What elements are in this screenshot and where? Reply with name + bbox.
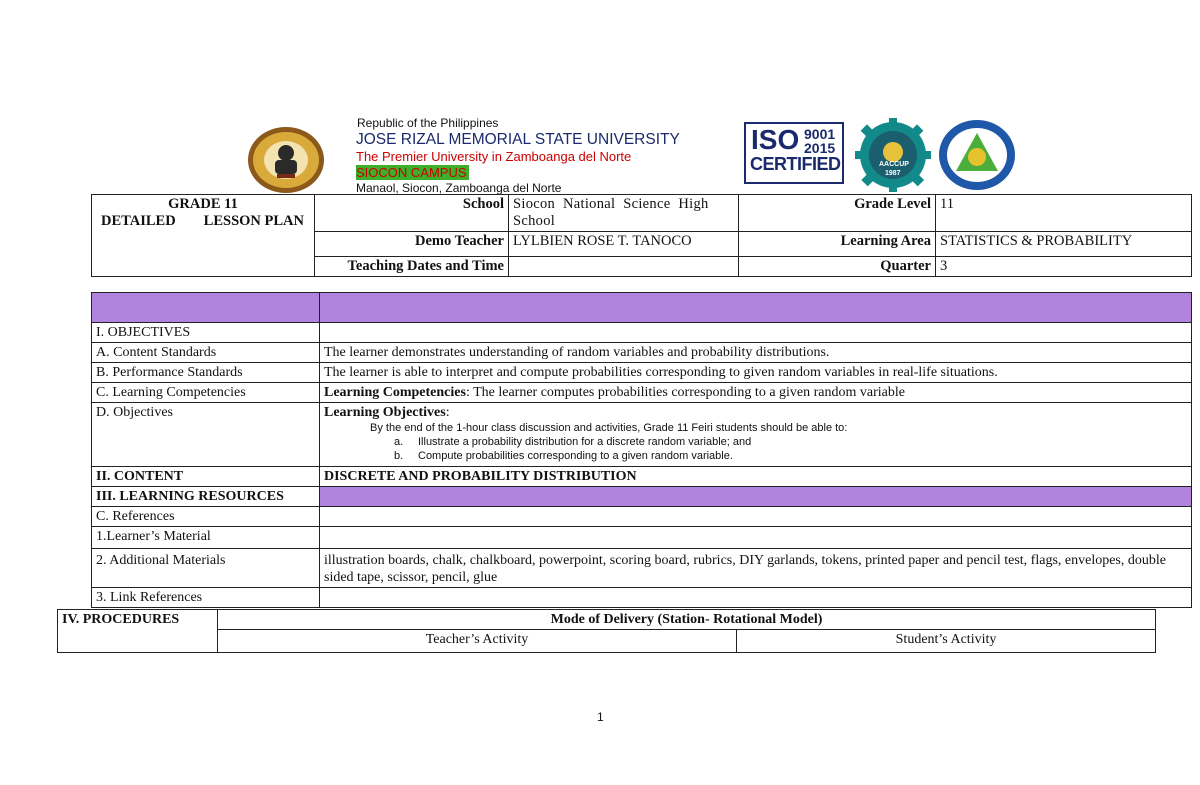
aaccup-year: 1987 [885,170,901,177]
content-label: II. CONTENT [92,467,320,487]
objectives-label: D. Objectives [92,403,320,467]
school-label: School [315,195,509,232]
learners-material-label: 1.Learner’s Material [92,527,320,549]
teacher-activity-header: Teacher’s Activity [218,630,737,653]
plan-word-2: LESSON PLAN [203,213,304,229]
plan-title [96,213,310,230]
objective-item [324,435,1187,449]
iso-certified-logo [744,122,844,184]
lesson-plan-table [91,292,1192,608]
university-name: JOSE RIZAL MEMORIAL STATE UNIVERSITY [356,131,680,148]
grade-title: GRADE 11 [168,196,238,212]
college-of-education-logo [938,119,1016,191]
iso-year-2: 2015 [804,140,836,156]
learners-material-value [320,527,1192,549]
iso-certified-text: CERTIFIED [750,154,841,174]
competencies-cell [320,383,1192,403]
references-value [320,507,1192,527]
procedures-label: IV. PROCEDURES [58,610,218,653]
objective-marker: b. [394,450,404,462]
objectives-colon: : [445,405,450,420]
link-references-value [320,588,1192,608]
mode-of-delivery: Mode of Delivery (Station- Rotational Model) [218,610,1156,630]
demo-teacher-label: Demo Teacher [315,232,509,257]
objectives-intro: By the end of the 1-hour class discussion and activities, Grade 11 Feiri students should be able to: [370,422,848,434]
competencies-value: : The learner computes probabilities corresponding to a given random variable [465,385,905,400]
dates-label: Teaching Dates and Time [315,257,509,277]
plan-word-1: DETAILED [101,213,176,229]
competencies-bold: Learning Competencies [324,385,466,400]
performance-standards-label: B. Performance Standards [92,363,320,383]
content-standards-value: The learner demonstrates understanding of random variables and probability distributions. [320,343,1192,363]
quarter-value: 3 [936,257,1192,277]
learning-area-label: Learning Area [739,232,936,257]
procedures-table [57,609,1156,653]
university-address: Manaol, Siocon, Zamboanga del Norte [356,181,562,195]
republic-text: Republic of the Philippines [357,116,499,130]
lesson-title-cell [92,195,315,277]
page-number: 1 [597,710,604,724]
objectives-heading-blank [320,323,1192,343]
lesson-info-table [91,194,1192,277]
objectives-cell [320,403,1192,467]
campus-name: SIOCON CAMPUS [356,165,467,180]
quarter-label: Quarter [739,257,936,277]
resources-band [320,487,1192,507]
dates-value [509,257,739,277]
student-activity-header: Student’s Activity [737,630,1156,653]
objectives-heading: I. OBJECTIVES [92,323,320,343]
school-value: Siocon National Science High School [509,195,739,232]
aaccup-text: AACCUP [879,161,909,168]
learning-area-value: STATISTICS & PROBABILITY [936,232,1192,257]
objectives-bold: Learning Objectives [324,405,446,420]
aaccup-gear-logo [855,118,931,192]
objective-text: Illustrate a probability distribution for a discrete random variable; and [418,436,752,448]
university-tagline: The Premier University in Zamboanga del Norte [356,149,632,164]
objective-text: Compute probabilities corresponding to a given random variable. [418,450,733,462]
iso-year-1: 9001 [804,126,836,142]
additional-materials-label: 2. Additional Materials [92,549,320,588]
references-label: C. References [92,507,320,527]
demo-teacher-value: LYLBIEN ROSE T. TANOCO [509,232,739,257]
objective-item [324,449,1187,463]
header-band-right [320,293,1192,323]
grade-level-value: 11 [936,195,1192,232]
performance-standards-value: The learner is able to interpret and compute probabilities corresponding to given random variables in real-life situations. [320,363,1192,383]
objective-marker: a. [394,436,404,448]
content-value: DISCRETE AND PROBABILITY DISTRIBUTION [320,467,1192,487]
link-references-label: 3. Link References [92,588,320,608]
grade-level-label: Grade Level [739,195,936,232]
additional-materials-value: illustration boards, chalk, chalkboard, powerpoint, scoring board, rubrics, DIY garlands, tokens, printed paper and pencil test, flags, envelopes, double sided tape, scissor, pencil, glue [320,549,1192,588]
content-standards-label: A. Content Standards [92,343,320,363]
competencies-label: C. Learning Competencies [92,383,320,403]
header-band-left [92,293,320,323]
resources-label: III. LEARNING RESOURCES [92,487,320,507]
jrmsu-seal-logo [247,126,325,194]
iso-text: ISO [751,124,800,155]
